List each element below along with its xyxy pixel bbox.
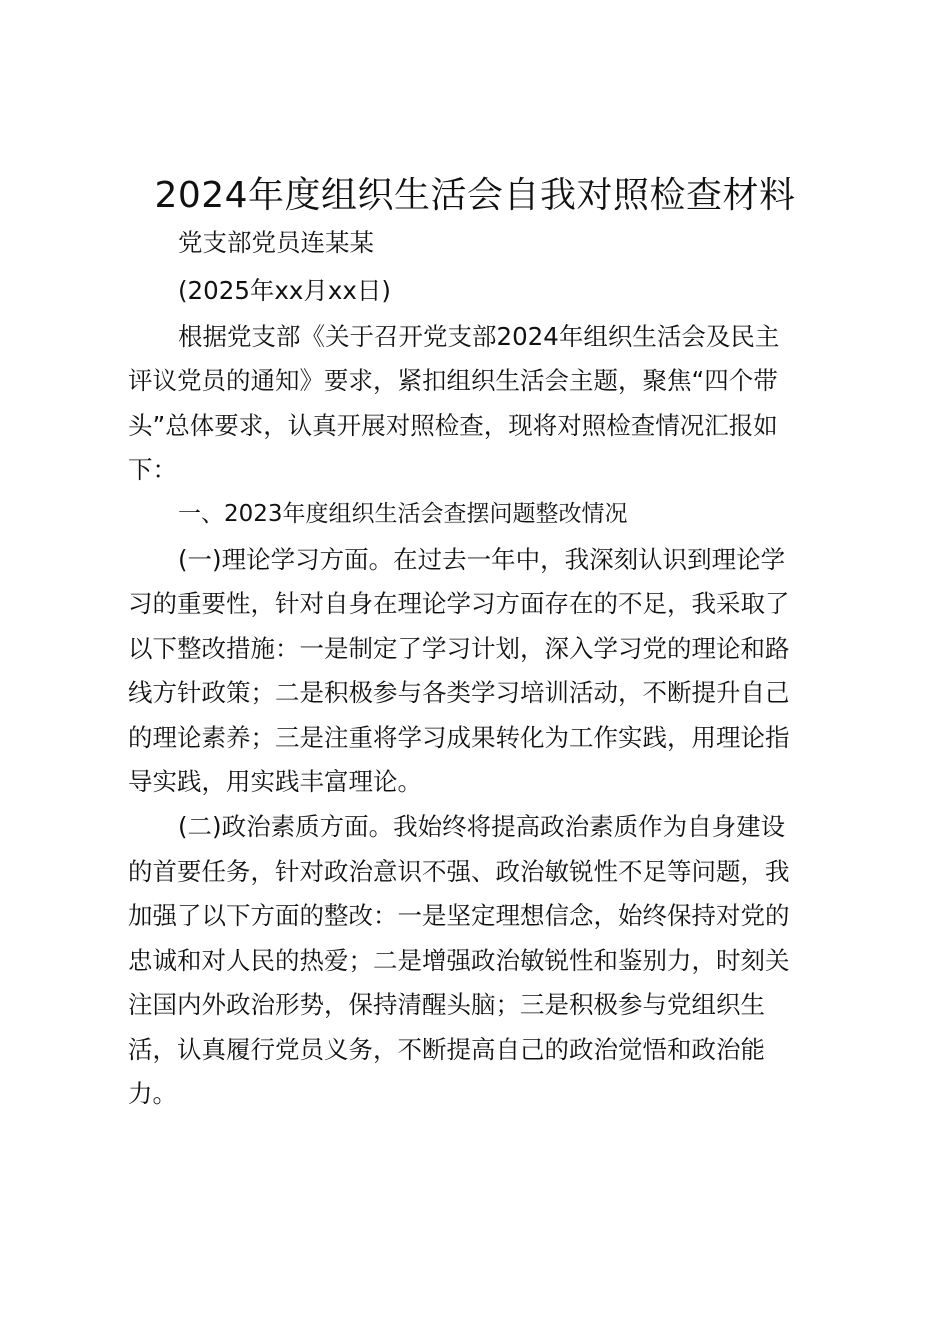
paragraph-line: 习的重要性，针对自身在理论学习方面存在的不足，我采取了 [128,589,790,618]
date-line: (2025年xx月xx日) [178,276,391,305]
section-heading: 一、2023年度组织生活会查摆问题整改情况 [178,501,628,527]
paragraph-line: (二)政治素质方面。我始终将提高政治素质作为自身建设 [178,812,786,841]
paragraph-line: 忠诚和对人民的热爱；二是增强政治敏锐性和鉴别力，时刻关 [128,946,790,975]
paragraph-line: 注国内外政治形势，保持清醒头脑；三是积极参与党组织生 [128,990,765,1019]
author-line: 党支部党员连某某 [178,228,374,257]
paragraph-line: 活，认真履行党员义务，不断提高自己的政治觉悟和政治能 [128,1035,765,1064]
intro-line: 头”总体要求，认真开展对照检查，现将对照检查情况汇报如 [128,411,778,440]
intro-line: 下： [128,455,177,484]
paragraph-line: (一)理论学习方面。在过去一年中，我深刻认识到理论学 [178,545,786,574]
paragraph-line: 力。 [128,1079,177,1108]
paragraph-line: 的理论素养；三是注重将学习成果转化为工作实践，用理论指 [128,723,790,752]
paragraph-line: 加强了以下方面的整改：一是坚定理想信念，始终保持对党的 [128,901,790,930]
paragraph-line: 线方针政策；二是积极参与各类学习培训活动，不断提升自己 [128,678,790,707]
paragraph-line: 的首要任务，针对政治意识不强、政治敏锐性不足等问题，我 [128,857,790,886]
intro-line: 根据党支部《关于召开党支部2024年组织生活会及民主 [178,322,780,351]
intro-line: 评议党员的通知》要求，紧扣组织生活会主题，聚焦“四个带 [128,366,778,395]
paragraph-line: 导实践，用实践丰富理论。 [128,767,422,796]
paragraph-line: 以下整改措施：一是制定了学习计划，深入学习党的理论和路 [128,634,790,663]
document-title: 2024年度组织生活会自我对照检查材料 [154,175,796,216]
